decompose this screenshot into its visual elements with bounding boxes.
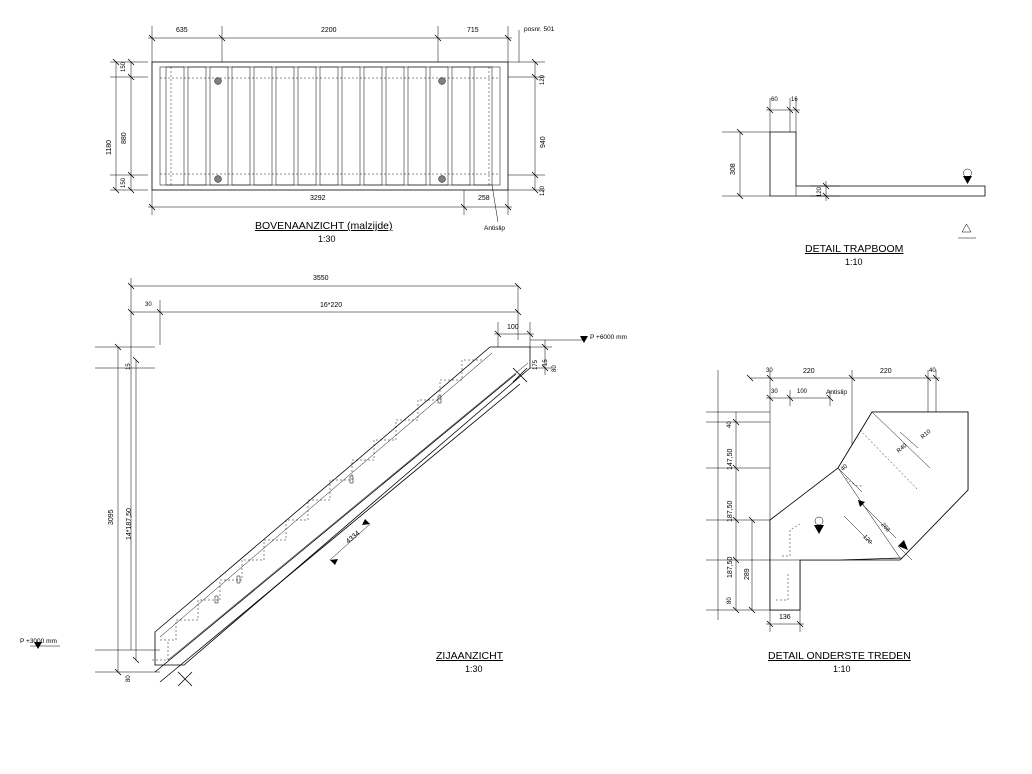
bolt-marker xyxy=(215,176,222,183)
detail-onderste-treden-group xyxy=(706,370,968,632)
side-view-scale: 1:30 xyxy=(465,664,483,674)
treden-dim-100: 100 xyxy=(797,389,808,395)
left-dim-150-bot: 150 xyxy=(121,177,127,188)
trapboom-dim-120: 120 xyxy=(817,186,823,197)
treden-radius-R40: R40 xyxy=(896,442,909,455)
treden-dim-40-left: 40 xyxy=(727,421,733,428)
side-view-group xyxy=(30,278,588,686)
bolt-marker xyxy=(439,78,446,85)
treden-dim-289: 289 xyxy=(744,568,751,580)
treden-dim-30-b: 30 xyxy=(771,389,778,395)
trapboom-dim-16: 16 xyxy=(791,97,798,103)
treden-radius-40: 40 xyxy=(840,463,849,473)
bolt-marker xyxy=(215,78,222,85)
treden-dim-80: 80 xyxy=(727,597,733,604)
position-note: posnr. 501 xyxy=(524,26,555,33)
side-dim-175: 175 xyxy=(533,359,539,370)
side-dim-15-right: 15 xyxy=(543,359,549,366)
treden-dim-268: 268 xyxy=(879,522,891,534)
treden-dim-40-top: 40 xyxy=(929,368,936,374)
side-dim-30: 30 xyxy=(145,302,152,308)
level-lower: P +3000 mm xyxy=(20,638,57,645)
treden-radius-R10: R10 xyxy=(920,428,933,441)
side-dim-16x220: 16*220 xyxy=(320,302,343,309)
bottom-dim-3292: 3292 xyxy=(310,195,326,202)
side-view-title: ZIJAANZICHT xyxy=(436,650,504,662)
side-dim-80-right: 80 xyxy=(552,365,558,372)
treden-title: DETAIL ONDERSTE TREDEN xyxy=(768,650,911,662)
left-dim-880: 880 xyxy=(121,132,128,144)
side-dim-3095: 3095 xyxy=(108,509,115,525)
top-view-title: BOVENAANZICHT (malzijde) xyxy=(255,220,393,232)
top-dim-2200: 2200 xyxy=(321,27,337,34)
bolt-marker xyxy=(439,176,446,183)
side-dim-100: 100 xyxy=(507,324,519,331)
treden-dim-18750-b: 187,50 xyxy=(727,556,734,578)
treden-dim-136: 136 xyxy=(779,614,791,621)
top-dim-715: 715 xyxy=(467,27,479,34)
level-upper: P +6000 mm xyxy=(590,334,627,341)
side-dim-14x18750: 14*187,50 xyxy=(126,508,133,540)
right-dim-120-top: 120 xyxy=(540,74,546,85)
treden-dim-120: 120 xyxy=(861,534,873,546)
trapboom-dim-60: 60 xyxy=(771,97,778,103)
trapboom-dim-308: 308 xyxy=(730,163,737,175)
treden-dim-14750: 147,50 xyxy=(727,448,734,470)
treden-scale: 1:10 xyxy=(833,664,851,674)
antislip-label-top: Antislip xyxy=(484,225,505,232)
treden-dim-30: 30 xyxy=(766,368,773,374)
side-dim-4334: 4334 xyxy=(345,529,362,546)
side-dim-80-left: 80 xyxy=(126,675,132,682)
left-dim-1180: 1180 xyxy=(106,139,113,155)
right-dim-120-bot: 120 xyxy=(540,185,546,196)
treden-dim-220-b: 220 xyxy=(880,368,892,375)
treden-dim-18750-a: 187,50 xyxy=(727,500,734,522)
trapboom-title: DETAIL TRAPBOOM xyxy=(805,243,904,255)
bottom-dim-258: 258 xyxy=(478,195,490,202)
treden-dim-220-a: 220 xyxy=(803,368,815,375)
trapboom-scale: 1:10 xyxy=(845,257,863,267)
top-dim-635: 635 xyxy=(176,27,188,34)
side-dim-15-left: 15 xyxy=(126,363,132,370)
side-dim-3550: 3550 xyxy=(313,275,329,282)
detail-trapboom-group xyxy=(722,98,985,238)
left-dim-150-top: 150 xyxy=(121,61,127,72)
top-view-scale: 1:30 xyxy=(318,234,336,244)
right-dim-940: 940 xyxy=(540,136,547,148)
stringer-body xyxy=(155,347,530,665)
antislip-label-detail: Antislip xyxy=(826,389,847,396)
top-view-group xyxy=(110,26,545,222)
